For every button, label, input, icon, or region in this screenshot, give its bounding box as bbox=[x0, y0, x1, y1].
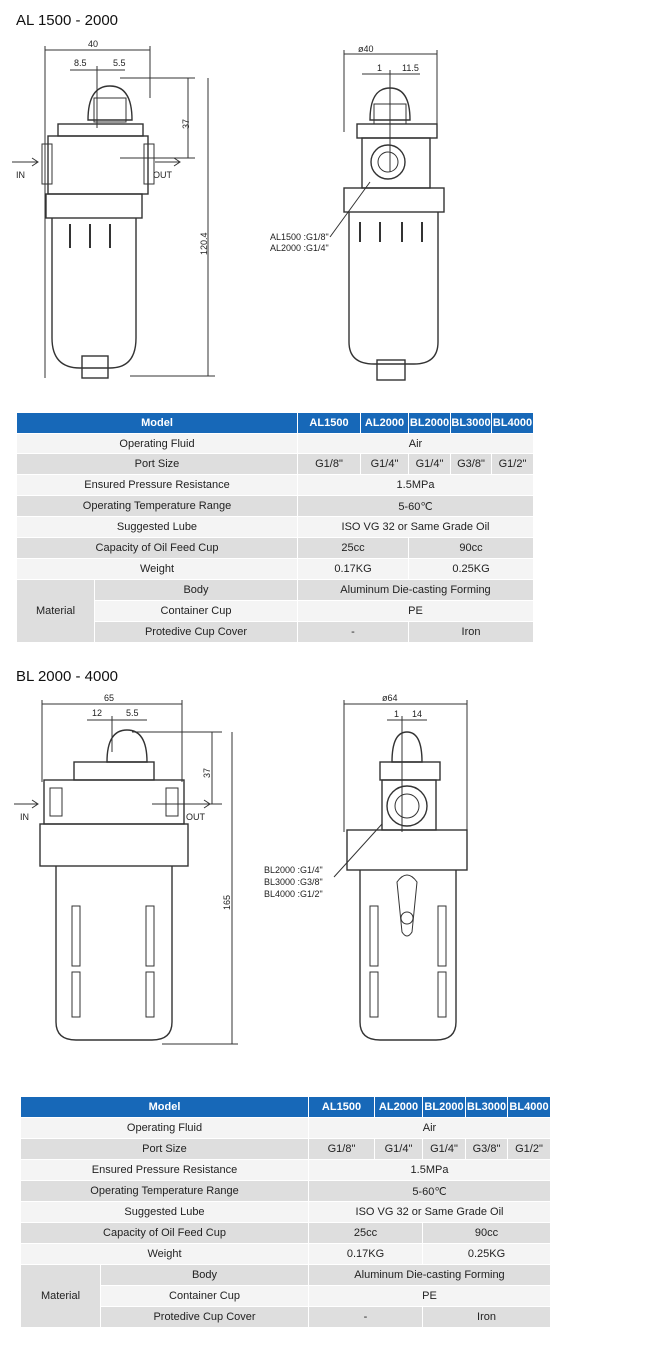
row-value: G3/8" bbox=[466, 1139, 508, 1160]
row-value: 25cc bbox=[298, 538, 409, 559]
header-model-name: AL1500 bbox=[309, 1097, 375, 1118]
table-row bbox=[21, 1223, 551, 1244]
row-value: Air bbox=[309, 1118, 551, 1139]
row-value: ISO VG 32 or Same Grade Oil bbox=[298, 517, 534, 538]
table-row bbox=[17, 622, 534, 643]
table-row bbox=[21, 1307, 551, 1328]
dim-diameter: ø64 bbox=[382, 693, 398, 703]
header-model-name: BL2000 bbox=[423, 1097, 466, 1118]
material-label: Material bbox=[21, 1265, 101, 1328]
row-value: 0.25KG bbox=[409, 559, 534, 580]
dim-width: 65 bbox=[104, 693, 115, 703]
port-label: BL3000 :G3/8" bbox=[264, 877, 323, 887]
table-row bbox=[21, 1265, 551, 1286]
side-view-drawing bbox=[262, 42, 462, 387]
row-label: Capacity of Oil Feed Cup bbox=[17, 538, 298, 559]
header-model-name: BL3000 bbox=[466, 1097, 508, 1118]
row-value: PE bbox=[298, 601, 534, 622]
row-value: - bbox=[298, 622, 409, 643]
row-value: Air bbox=[298, 434, 534, 454]
row-label: Container Cup bbox=[95, 601, 298, 622]
row-value: 90cc bbox=[423, 1223, 551, 1244]
row-label: Suggested Lube bbox=[17, 517, 298, 538]
header-model-name: BL3000 bbox=[451, 413, 492, 434]
row-value: Iron bbox=[423, 1307, 551, 1328]
dim-right: 11.5 bbox=[402, 63, 419, 73]
row-label: Suggested Lube bbox=[21, 1202, 309, 1223]
header-model: Model bbox=[17, 413, 298, 434]
table-header-row bbox=[21, 1097, 551, 1118]
header-model: Model bbox=[21, 1097, 309, 1118]
section-title: BL 2000 - 4000 bbox=[16, 668, 119, 685]
row-value: G3/8" bbox=[451, 454, 492, 475]
row-label: Protedive Cup Cover bbox=[95, 622, 298, 643]
row-label: Operating Temperature Range bbox=[17, 496, 298, 517]
table-row bbox=[21, 1118, 551, 1139]
dim-top-height: 37 bbox=[202, 767, 212, 778]
dim-total-height: 120.4 bbox=[199, 232, 209, 255]
row-label: Container Cup bbox=[101, 1286, 309, 1307]
table-header-row bbox=[17, 413, 534, 434]
row-value: 0.17KG bbox=[309, 1244, 423, 1265]
dim-total-height: 165 bbox=[222, 894, 232, 910]
table-row bbox=[17, 475, 534, 496]
table-row bbox=[17, 434, 534, 454]
dim-right: 14 bbox=[412, 709, 423, 719]
front-view-drawing bbox=[10, 38, 220, 388]
row-value: G1/8" bbox=[298, 454, 361, 475]
table-row bbox=[17, 559, 534, 580]
dim-left: 1 bbox=[394, 709, 400, 719]
row-value: 5-60℃ bbox=[298, 496, 534, 517]
spec-table bbox=[16, 412, 534, 643]
row-label: Ensured Pressure Resistance bbox=[17, 475, 298, 496]
out-label: OUT bbox=[153, 170, 172, 180]
row-label: Capacity of Oil Feed Cup bbox=[21, 1223, 309, 1244]
row-value: 0.17KG bbox=[298, 559, 409, 580]
table-row bbox=[21, 1139, 551, 1160]
row-label: Body bbox=[101, 1265, 309, 1286]
row-value: G1/2" bbox=[508, 1139, 551, 1160]
table-row bbox=[21, 1286, 551, 1307]
port-label: BL4000 :G1/2" bbox=[264, 889, 323, 899]
table-row bbox=[21, 1181, 551, 1202]
header-model-name: AL1500 bbox=[298, 413, 361, 434]
row-value: - bbox=[309, 1307, 423, 1328]
row-label: Protedive Cup Cover bbox=[101, 1307, 309, 1328]
port-label: AL2000 :G1/4" bbox=[270, 243, 329, 253]
row-value: 5-60℃ bbox=[309, 1181, 551, 1202]
header-model-name: AL2000 bbox=[375, 1097, 423, 1118]
table-row bbox=[17, 517, 534, 538]
row-value: G1/4" bbox=[409, 454, 451, 475]
row-label: Body bbox=[95, 580, 298, 601]
port-label: AL1500 :G1/8" bbox=[270, 232, 329, 242]
row-value: G1/8" bbox=[309, 1139, 375, 1160]
header-model-name: BL4000 bbox=[508, 1097, 551, 1118]
row-value: G1/2" bbox=[492, 454, 534, 475]
dim-diameter: ø40 bbox=[358, 44, 374, 54]
row-label: Operating Fluid bbox=[17, 434, 298, 454]
table-row bbox=[17, 580, 534, 601]
row-label: Operating Fluid bbox=[21, 1118, 309, 1139]
row-label: Ensured Pressure Resistance bbox=[21, 1160, 309, 1181]
table-row bbox=[17, 601, 534, 622]
header-model-name: BL4000 bbox=[492, 413, 534, 434]
dim-left-offset: 8.5 bbox=[74, 58, 87, 68]
row-label: Port Size bbox=[17, 454, 298, 475]
row-value: G1/4" bbox=[361, 454, 409, 475]
spec-table bbox=[20, 1096, 551, 1328]
dim-left: 1 bbox=[377, 63, 383, 73]
row-label: Weight bbox=[17, 559, 298, 580]
material-label: Material bbox=[17, 580, 95, 643]
row-value: Aluminum Die-casting Forming bbox=[309, 1265, 551, 1286]
section-title: AL 1500 - 2000 bbox=[16, 12, 119, 29]
dim-right-offset: 5.5 bbox=[126, 708, 139, 718]
row-value: 1.5MPa bbox=[309, 1160, 551, 1181]
row-value: 1.5MPa bbox=[298, 475, 534, 496]
table-row bbox=[21, 1160, 551, 1181]
row-value: 0.25KG bbox=[423, 1244, 551, 1265]
front-view-drawing bbox=[12, 692, 242, 1062]
table-row bbox=[17, 454, 534, 475]
side-view-drawing bbox=[262, 692, 482, 1062]
row-value: G1/4" bbox=[423, 1139, 466, 1160]
row-value: Aluminum Die-casting Forming bbox=[298, 580, 534, 601]
in-label: IN bbox=[20, 812, 29, 822]
table-row bbox=[21, 1202, 551, 1223]
row-value: 25cc bbox=[309, 1223, 423, 1244]
port-label: BL2000 :G1/4" bbox=[264, 865, 323, 875]
table-row bbox=[17, 538, 534, 559]
in-label: IN bbox=[16, 170, 25, 180]
row-value: G1/4" bbox=[375, 1139, 423, 1160]
row-label: Operating Temperature Range bbox=[21, 1181, 309, 1202]
dim-right-offset: 5.5 bbox=[113, 58, 126, 68]
header-model-name: AL2000 bbox=[361, 413, 409, 434]
row-label: Weight bbox=[21, 1244, 309, 1265]
out-label: OUT bbox=[186, 812, 205, 822]
dim-left-offset: 12 bbox=[92, 708, 103, 718]
dim-width: 40 bbox=[88, 39, 99, 49]
row-value: 90cc bbox=[409, 538, 534, 559]
header-model-name: BL2000 bbox=[409, 413, 451, 434]
row-value: Iron bbox=[409, 622, 534, 643]
row-value: PE bbox=[309, 1286, 551, 1307]
table-row bbox=[21, 1244, 551, 1265]
dim-top-height: 37 bbox=[181, 118, 191, 129]
table-row bbox=[17, 496, 534, 517]
row-value: ISO VG 32 or Same Grade Oil bbox=[309, 1202, 551, 1223]
row-label: Port Size bbox=[21, 1139, 309, 1160]
